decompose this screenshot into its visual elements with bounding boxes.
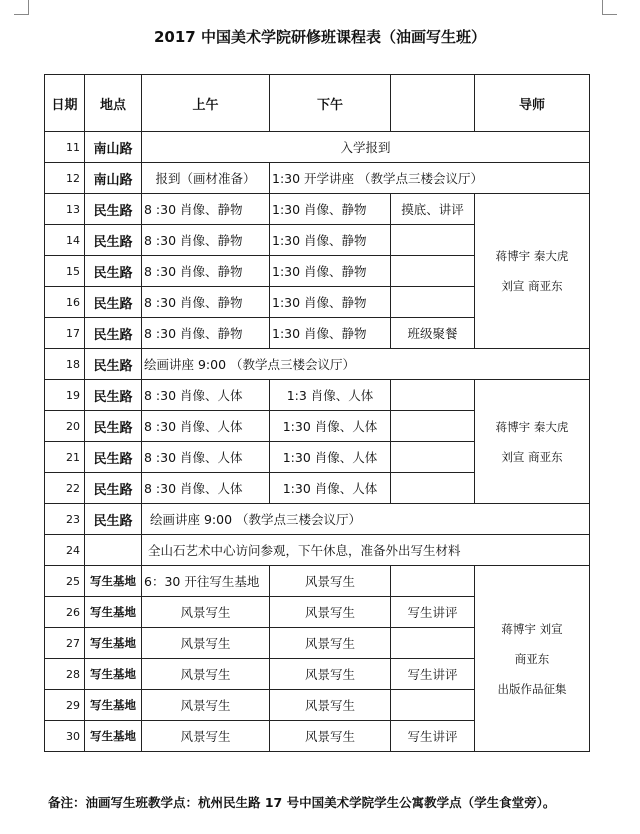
afternoon-cell: 1:30 肖像、静物 bbox=[270, 318, 391, 349]
extra-cell bbox=[391, 380, 475, 411]
page-title: 2017 中国美术学院研修班课程表（油画写生班） bbox=[154, 28, 486, 46]
table-row bbox=[45, 504, 590, 535]
day-cell: 18 bbox=[45, 349, 85, 380]
morning-cell: 风景写生 bbox=[142, 659, 270, 690]
footnote: 备注：油画写生班教学点：杭州民生路 17 号中国美术学院学生公寓教学点（学生食堂旁）。 bbox=[48, 795, 556, 810]
location-cell: 写生基地 bbox=[85, 659, 142, 690]
table-row bbox=[45, 194, 590, 225]
day-cell: 24 bbox=[45, 535, 85, 566]
location-cell: 写生基地 bbox=[85, 628, 142, 659]
day-cell: 21 bbox=[45, 442, 85, 473]
location-cell: 南山路 bbox=[85, 132, 142, 163]
day-cell: 28 bbox=[45, 659, 85, 690]
day-cell: 15 bbox=[45, 256, 85, 287]
morning-cell: 8 :30 肖像、人体 bbox=[142, 442, 270, 473]
extra-cell bbox=[391, 411, 475, 442]
extra-cell bbox=[391, 690, 475, 721]
extra-cell bbox=[391, 473, 475, 504]
schedule-table bbox=[44, 74, 590, 752]
extra-cell: 摸底、讲评 bbox=[391, 194, 475, 225]
table-row bbox=[45, 132, 590, 163]
tutor-line: 出版作品征集 bbox=[497, 681, 567, 696]
day-cell: 30 bbox=[45, 721, 85, 752]
day-cell: 26 bbox=[45, 597, 85, 628]
afternoon-cell: 1:30 肖像、人体 bbox=[270, 473, 391, 504]
morning-cell: 8 :30 肖像、静物 bbox=[142, 194, 270, 225]
location-cell: 民生路 bbox=[85, 225, 142, 256]
day-cell: 13 bbox=[45, 194, 85, 225]
morning-cell: 8 :30 肖像、静物 bbox=[142, 287, 270, 318]
morning-cell: 8 :30 肖像、静物 bbox=[142, 256, 270, 287]
morning-cell: 风景写生 bbox=[142, 721, 270, 752]
location-cell: 写生基地 bbox=[85, 690, 142, 721]
extra-cell bbox=[391, 566, 475, 597]
location-cell: 民生路 bbox=[85, 411, 142, 442]
extra-cell bbox=[391, 256, 475, 287]
header-afternoon: 下午 bbox=[270, 75, 391, 132]
merged-cell: 全山石艺术中心访问参观，下午休息，准备外出写生材料 bbox=[142, 535, 590, 566]
tutor-line: 蒋博宇 秦大虎 bbox=[495, 249, 569, 263]
day-cell: 23 bbox=[45, 504, 85, 535]
tutor-line: 刘宣 商亚东 bbox=[501, 449, 563, 464]
crop-mark-left bbox=[14, 0, 29, 15]
day-cell: 14 bbox=[45, 225, 85, 256]
morning-cell: 报到（画材准备） bbox=[142, 163, 270, 194]
extra-cell bbox=[391, 287, 475, 318]
morning-cell: 8 :30 肖像、静物 bbox=[142, 225, 270, 256]
day-cell: 16 bbox=[45, 287, 85, 318]
morning-cell: 风景写生 bbox=[142, 690, 270, 721]
tutor-line: 刘宣 商亚东 bbox=[501, 279, 563, 293]
location-cell: 民生路 bbox=[85, 349, 142, 380]
afternoon-cell: 1:30 肖像、静物 bbox=[270, 287, 391, 318]
day-cell: 19 bbox=[45, 380, 85, 411]
afternoon-cell: 1:30 肖像、静物 bbox=[270, 225, 391, 256]
tutor-cell bbox=[475, 194, 590, 349]
day-cell: 22 bbox=[45, 473, 85, 504]
morning-cell: 6：30 开往写生基地 bbox=[142, 566, 270, 597]
merged-cell: 绘画讲座 9:00 （教学点三楼会议厅） bbox=[142, 349, 590, 380]
extra-cell: 写生讲评 bbox=[391, 659, 475, 690]
location-cell: 民生路 bbox=[85, 256, 142, 287]
extra-cell bbox=[391, 628, 475, 659]
day-cell: 27 bbox=[45, 628, 85, 659]
tutor-cell bbox=[475, 380, 590, 504]
tutor-cell bbox=[475, 566, 590, 752]
location-cell: 民生路 bbox=[85, 194, 142, 225]
morning-cell: 8 :30 肖像、人体 bbox=[142, 473, 270, 504]
location-cell: 民生路 bbox=[85, 442, 142, 473]
afternoon-cell: 风景写生 bbox=[270, 659, 391, 690]
day-cell: 17 bbox=[45, 318, 85, 349]
location-cell: 民生路 bbox=[85, 504, 142, 535]
table-row bbox=[45, 349, 590, 380]
location-cell bbox=[85, 535, 142, 566]
location-cell: 写生基地 bbox=[85, 566, 142, 597]
afternoon-cell: 风景写生 bbox=[270, 690, 391, 721]
morning-cell: 8 :30 肖像、静物 bbox=[142, 318, 270, 349]
merged-cell: 入学报到 bbox=[142, 132, 590, 163]
header-date: 日期 bbox=[45, 75, 85, 132]
location-cell: 民生路 bbox=[85, 380, 142, 411]
extra-cell bbox=[391, 442, 475, 473]
header-row bbox=[45, 75, 590, 132]
morning-cell: 风景写生 bbox=[142, 628, 270, 659]
location-cell: 民生路 bbox=[85, 473, 142, 504]
morning-cell: 8 :30 肖像、人体 bbox=[142, 380, 270, 411]
day-cell: 29 bbox=[45, 690, 85, 721]
extra-cell bbox=[391, 225, 475, 256]
crop-mark-right bbox=[602, 0, 617, 15]
table-row bbox=[45, 535, 590, 566]
afternoon-cell: 1:3 肖像、人体 bbox=[270, 380, 391, 411]
tutor-line: 蒋博宇 刘宣 bbox=[501, 621, 563, 636]
afternoon-cell: 1:30 肖像、人体 bbox=[270, 442, 391, 473]
table-row bbox=[45, 380, 590, 411]
extra-cell: 写生讲评 bbox=[391, 597, 475, 628]
afternoon-cell: 1:30 肖像、静物 bbox=[270, 194, 391, 225]
header-location: 地点 bbox=[85, 75, 142, 132]
header-extra bbox=[391, 75, 475, 132]
day-cell: 12 bbox=[45, 163, 85, 194]
location-cell: 写生基地 bbox=[85, 597, 142, 628]
day-cell: 25 bbox=[45, 566, 85, 597]
table-row bbox=[45, 566, 590, 597]
day-cell: 20 bbox=[45, 411, 85, 442]
afternoon-cell: 风景写生 bbox=[270, 597, 391, 628]
extra-cell: 班级聚餐 bbox=[391, 318, 475, 349]
afternoon-cell: 1:30 肖像、静物 bbox=[270, 256, 391, 287]
table-row bbox=[45, 163, 590, 194]
tutor-line: 蒋博宇 秦大虎 bbox=[495, 419, 569, 434]
afternoon-cell: 1:30 开学讲座 （教学点三楼会议厅） bbox=[270, 163, 590, 194]
afternoon-cell: 风景写生 bbox=[270, 721, 391, 752]
location-cell: 写生基地 bbox=[85, 721, 142, 752]
header-morning: 上午 bbox=[142, 75, 270, 132]
afternoon-cell: 风景写生 bbox=[270, 566, 391, 597]
merged-cell: 绘画讲座 9:00 （教学点三楼会议厅） bbox=[142, 504, 590, 535]
extra-cell: 写生讲评 bbox=[391, 721, 475, 752]
location-cell: 南山路 bbox=[85, 163, 142, 194]
morning-cell: 8 :30 肖像、人体 bbox=[142, 411, 270, 442]
header-tutor: 导师 bbox=[475, 75, 590, 132]
morning-cell: 风景写生 bbox=[142, 597, 270, 628]
day-cell: 11 bbox=[45, 132, 85, 163]
afternoon-cell: 1:30 肖像、人体 bbox=[270, 411, 391, 442]
tutor-line: 商亚东 bbox=[514, 651, 550, 666]
location-cell: 民生路 bbox=[85, 287, 142, 318]
afternoon-cell: 风景写生 bbox=[270, 628, 391, 659]
location-cell: 民生路 bbox=[85, 318, 142, 349]
